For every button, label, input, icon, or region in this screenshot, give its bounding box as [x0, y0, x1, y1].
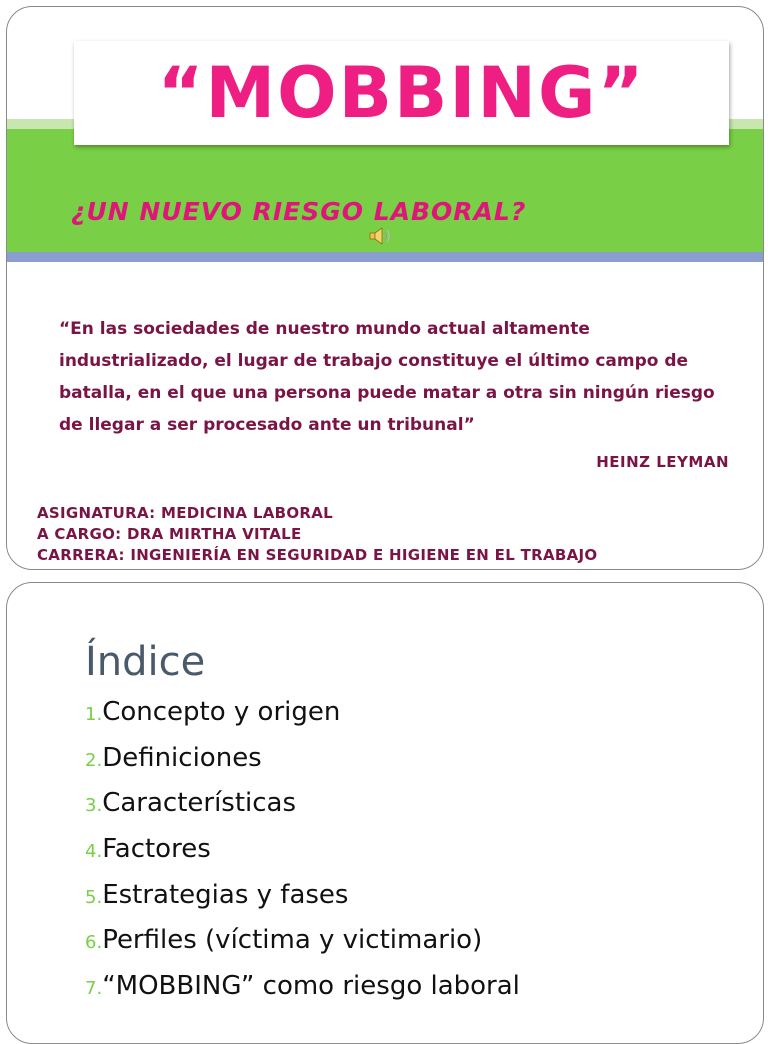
list-item: [85, 971, 520, 1017]
list-item: [85, 743, 520, 789]
item-label: Perfiles (víctima y victimario): [102, 925, 483, 956]
list-item: [85, 925, 520, 971]
title-box: [74, 41, 729, 145]
quote-text: “En las sociedades de nuestro mundo actual altamente industrializado, el lugar de trabajo constituye el último campo de batalla, en el que una persona puede matar a otra sin ningún riesgo de llegar a ser procesado ante un tribunal”: [59, 319, 715, 435]
index-slide: [6, 582, 764, 1044]
item-number: 3.: [85, 795, 103, 817]
credit-teacher: A CARGO: DRA MIRTHA VITALE: [37, 525, 302, 543]
item-label: Definiciones: [102, 742, 262, 773]
list-item: [85, 880, 520, 926]
credit-subject: ASIGNATURA: MEDICINA LABORAL: [37, 504, 334, 522]
item-label: Estrategias y fases: [102, 879, 349, 910]
item-label: Concepto y origen: [102, 697, 341, 727]
item-label: “MOBBING” como riesgo laboral: [102, 971, 520, 1002]
credit-career: CARRERA: INGENIERÍA EN SEGURIDAD E HIGIENE EN EL TRABAJO: [37, 546, 598, 564]
slide-subtitle: ¿UN NUEVO RIESGO LABORAL?: [71, 197, 527, 226]
item-number: 2.: [85, 749, 103, 771]
item-label: Características: [102, 788, 297, 819]
credits-block: [37, 503, 597, 566]
speaker-icon[interactable]: [367, 225, 393, 247]
index-list: [85, 697, 520, 1017]
list-item: [85, 834, 520, 880]
item-number: 6.: [85, 932, 103, 954]
item-number: 7.: [85, 978, 103, 1000]
title-slide: [6, 6, 764, 570]
item-number: 5.: [85, 886, 103, 908]
list-item: [85, 788, 520, 834]
blue-band: [7, 252, 763, 262]
slide-title: “MOBBING”: [157, 52, 646, 134]
item-number: 4.: [85, 841, 103, 863]
item-label: Factores: [102, 834, 211, 865]
quote-author: HEINZ LEYMAN: [596, 453, 729, 471]
item-number: 1.: [85, 704, 103, 725]
index-title: Índice: [85, 639, 206, 685]
list-item: [85, 697, 520, 743]
